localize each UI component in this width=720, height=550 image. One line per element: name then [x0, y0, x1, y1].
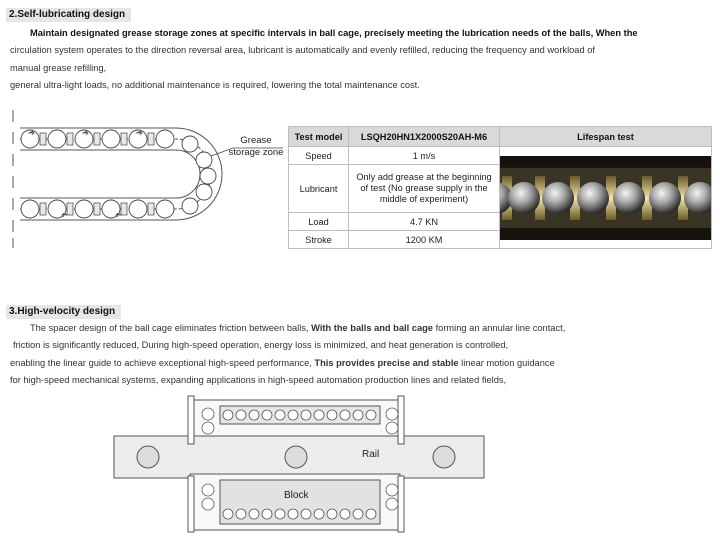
- bold-fragment: This provides precise and stable: [314, 357, 459, 368]
- callout-line: storage zone: [228, 147, 284, 158]
- header-model-value: LSQH20HN1X2000S20AH-M6: [349, 127, 500, 147]
- lifespan-test-photo: [500, 156, 711, 240]
- header-test-model: Test model: [289, 127, 349, 147]
- table-header-row: [289, 127, 712, 147]
- paragraph-line: general ultra-light loads, no additional maintenance is required, lowering the total maintenance cost.: [10, 79, 420, 90]
- paragraph-line: for high-speed mechanical systems, expanding applications in high-speed automation production lines and related fields,: [10, 374, 507, 385]
- ball-row-top: [21, 130, 216, 214]
- end-cap: [188, 396, 194, 444]
- self-lubricating-paragraph: [10, 25, 715, 94]
- paragraph-line: Maintain designated grease storage zones at specific intervals in ball cage, precisely meeting the lubrication needs of the balls, When the: [30, 28, 638, 38]
- paragraph-line: friction is significantly reduced, During high-speed operation, energy loss is minimized, and heat generation is controlled,: [13, 340, 509, 351]
- section-heading-high-velocity: 3.High-velocity design: [6, 305, 121, 319]
- callout-line: Grease: [240, 135, 272, 146]
- row-value-line: of test (No grease supply in the: [360, 183, 488, 193]
- header-lifespan: Lifespan test: [500, 127, 712, 147]
- table-row: [289, 147, 712, 165]
- high-velocity-paragraph: [10, 320, 715, 389]
- grease-storage-callout: [224, 135, 288, 159]
- paragraph-line: enabling the linear guide to achieve exceptional high-speed performance, This provides precise and stable linear motion guidance: [10, 357, 555, 368]
- paragraph-line: manual grease refilling,: [10, 62, 107, 73]
- section-heading-self-lubricating: 2.Self-lubricating design: [6, 8, 131, 22]
- row-label: Stroke: [289, 231, 349, 249]
- row-value: 1200 KM: [349, 231, 500, 249]
- row-label: Lubricant: [289, 165, 349, 213]
- row-value: [349, 165, 500, 213]
- row-label: Speed: [289, 147, 349, 165]
- lifespan-test-table: [288, 126, 712, 249]
- paragraph-line: circulation system operates to the direction reversal area, lubricant is automatically and evenly refilled, reducing the frequency and workload of: [10, 45, 595, 56]
- block-label: Block: [284, 490, 309, 501]
- rail-label: Rail: [362, 449, 380, 460]
- paragraph-line: The spacer design of the ball cage eliminates friction between balls, With the balls and ball cage forming an annular line contact,: [30, 323, 566, 333]
- row-label: Load: [289, 213, 349, 231]
- end-cap: [188, 476, 194, 532]
- circulation-track-inner: [20, 150, 200, 198]
- lifespan-test-photo-cell: [500, 147, 712, 249]
- end-cap: [398, 476, 404, 532]
- row-value-line: middle of experiment): [379, 194, 469, 204]
- rail-block-diagram: [110, 394, 490, 546]
- row-value: 4.7 KN: [349, 213, 500, 231]
- end-cap: [398, 396, 404, 444]
- row-value-line: Only add grease at the beginning: [356, 172, 492, 182]
- ball-cage-circulation-diagram: [8, 104, 290, 252]
- bold-fragment: With the balls and ball cage: [311, 323, 433, 333]
- row-value: 1 m/s: [349, 147, 500, 165]
